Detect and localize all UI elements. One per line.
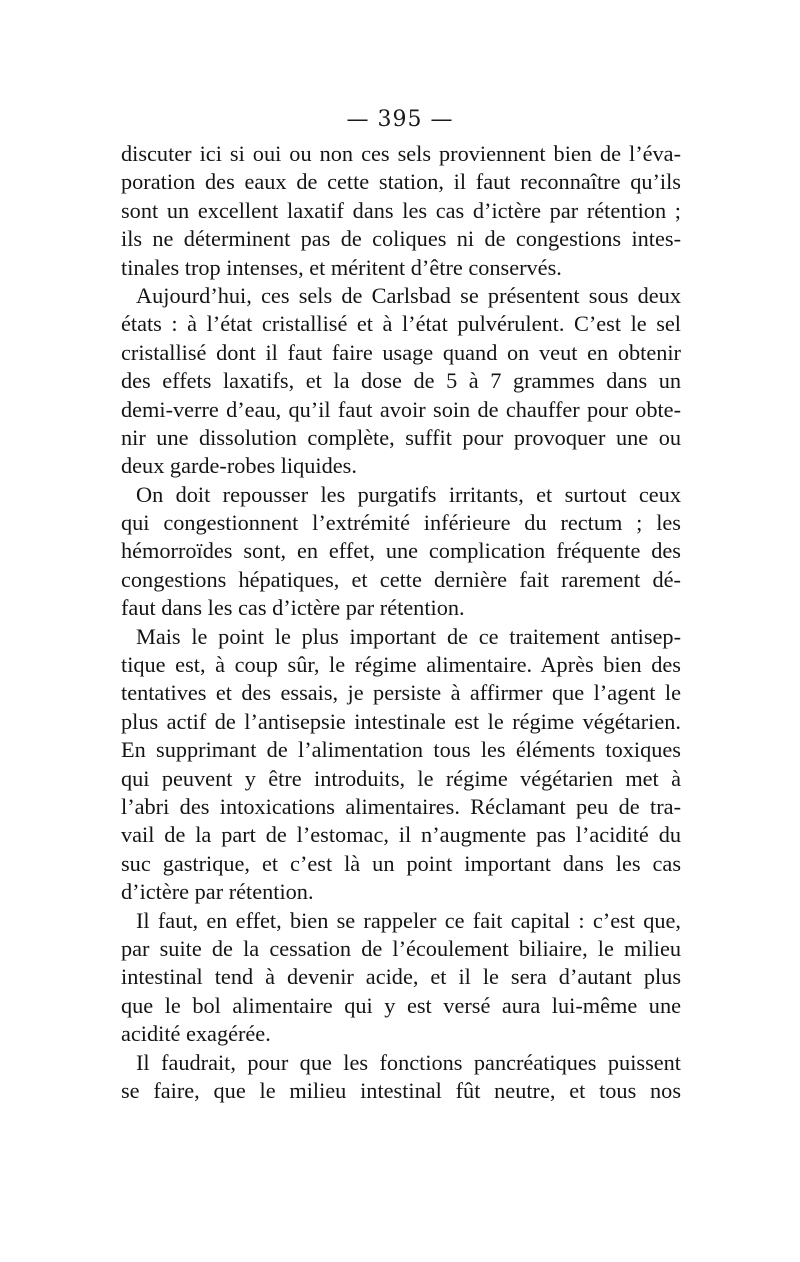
text-line: vail de la part de l’estomac, il n’augmente pas l’acidité du: [121, 822, 681, 848]
text-line: états : à l’état cristallisé et à l’état pulvérulent. C’est le sel: [121, 311, 681, 337]
text-line: Aujourd’hui, ces sels de Carlsbad se présentent sous deux: [136, 282, 681, 308]
text-line: se faire, que le milieu intestinal fût neutre, et tous nos: [121, 1077, 681, 1103]
text-line: qui congestionnent l’extrémité inférieure du rectum ; les: [121, 510, 681, 536]
text-line: ils ne déterminent pas de coliques ni de congestions intes-: [121, 226, 681, 252]
text-line: intestinal tend à devenir acide, et il le sera d’autant plus: [121, 964, 681, 990]
text-line: Il faudrait, pour que les fonctions pancréatiques puissent: [136, 1049, 681, 1075]
page-number: — 395 —: [346, 107, 454, 132]
text-line: tique est, à coup sûr, le régime alimentaire. Après bien des: [121, 652, 681, 678]
text-line: l’abri des intoxications alimentaires. Réclamant peu de tra-: [121, 793, 681, 819]
text-line: que le bol alimentaire qui y est versé aura lui-même une: [121, 992, 681, 1018]
text-line: par suite de la cessation de l’écoulement biliaire, le milieu: [121, 935, 681, 961]
text-line: cristallisé dont il faut faire usage quand on veut en obtenir: [121, 339, 681, 365]
text-line: Mais le point le plus important de ce traitement antisep-: [136, 623, 681, 649]
text-line: discuter ici si oui ou non ces sels proviennent bien de l’éva-: [121, 141, 681, 166]
text-line: d’ictère par rétention.: [121, 879, 314, 905]
text-line: faut dans les cas d’ictère par rétention.: [121, 595, 465, 621]
text-line: deux garde-robes liquides.: [121, 453, 357, 479]
text-line: Il faut, en effet, bien se rappeler ce fait capital : c’est que,: [136, 907, 681, 933]
text-line: demi-verre d’eau, qu’il faut avoir soin de chauffer pour obte-: [121, 396, 681, 422]
text-line: On doit repousser les purgatifs irritants, et surtout ceux: [136, 481, 681, 507]
text-line: sont un excellent laxatif dans les cas d’ictère par rétention ;: [121, 197, 681, 223]
text-line: acidité exagérée.: [121, 1021, 271, 1047]
text-line: hémorroïdes sont, en effet, une complication fréquente des: [121, 538, 681, 564]
body-text: [121, 140, 681, 1105]
text-line: congestions hépatiques, et cette dernière fait rarement dé-: [121, 566, 681, 592]
text-line: plus actif de l’antisepsie intestinale est le régime végétarien.: [121, 708, 681, 734]
text-line: tinales trop intenses, et méritent d’être conservés.: [121, 254, 562, 280]
text-line: des effets laxatifs, et la dose de 5 à 7 grammes dans un: [121, 368, 681, 394]
text-line: En supprimant de l’alimentation tous les éléments toxiques: [121, 737, 681, 763]
text-line: nir une dissolution complète, suffit pour provoquer une ou: [121, 424, 681, 450]
text-line: poration des eaux de cette station, il faut reconnaître qu’ils: [121, 169, 681, 195]
text-line: qui peuvent y être introduits, le régime végétarien met à: [121, 765, 681, 791]
text-line: suc gastrique, et c’est là un point important dans les cas: [121, 850, 681, 876]
text-line: tentatives et des essais, je persiste à affirmer que l’agent le: [121, 680, 681, 706]
